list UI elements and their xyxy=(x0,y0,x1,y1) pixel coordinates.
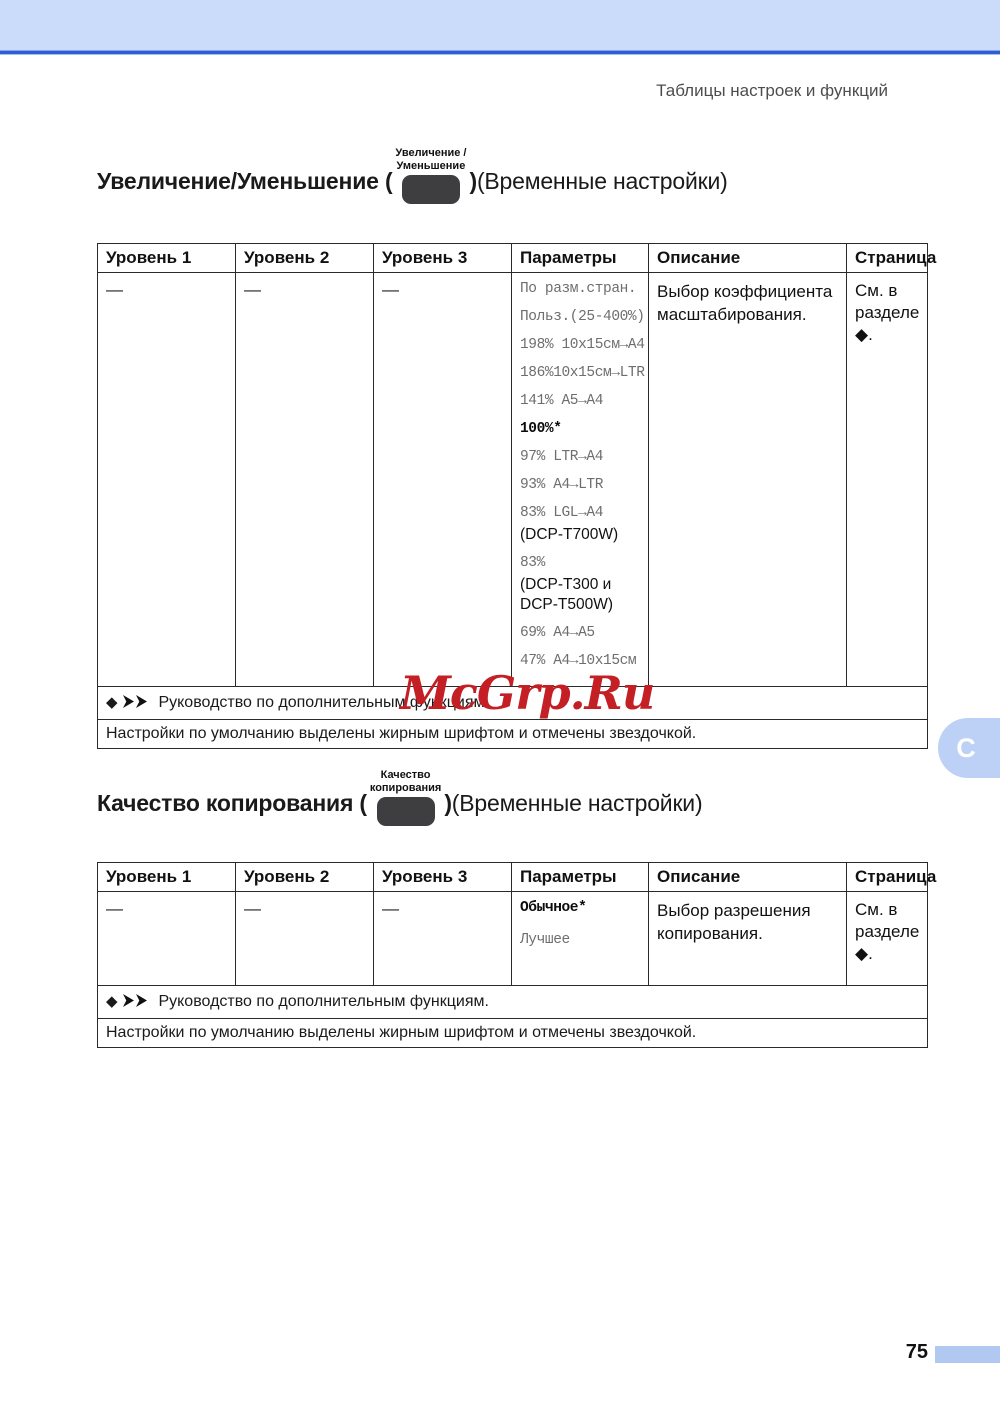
see-guide-arrow-icon xyxy=(136,695,147,708)
col-header-params: Параметры xyxy=(512,863,649,892)
model-note: (DCP-T300 и DCP-T500W) xyxy=(520,576,614,613)
page-ref-cell: См. в разделе ◆. xyxy=(847,273,928,687)
section-title-suffix: (Временные настройки) xyxy=(451,790,703,816)
copy-quality-section-heading xyxy=(97,769,702,826)
param-option: 69% A4→A5 xyxy=(520,625,595,641)
param-option: 141% A5→A4 xyxy=(520,393,604,409)
col-header-level2: Уровень 2 xyxy=(236,244,374,273)
footnote-text: Руководство по дополнительным функциям. xyxy=(158,694,489,711)
chapter-tab xyxy=(938,718,1000,778)
col-header-description: Описание xyxy=(649,244,847,273)
copy-quality-key-button-icon xyxy=(377,797,435,826)
param-option: Лучшее xyxy=(520,932,570,948)
section-title-bold: Увеличение/Уменьшение ( xyxy=(97,168,393,194)
default-note-cell: Настройки по умолчанию выделены жирным шрифтом и отмечены звездочкой. xyxy=(98,1019,928,1048)
col-header-level2: Уровень 2 xyxy=(236,863,374,892)
param-option-default: 100%* xyxy=(520,421,562,437)
section-title-suffix: (Временные настройки) xyxy=(476,168,728,194)
zoom-key-button-icon xyxy=(402,175,460,204)
param-option: 83% LGL→A4 xyxy=(520,505,604,521)
col-header-level3: Уровень 3 xyxy=(374,244,512,273)
level2-cell: — xyxy=(236,892,374,986)
default-note-row xyxy=(98,720,928,749)
top-banner-divider xyxy=(0,50,1000,55)
see-guide-arrow-icon xyxy=(123,994,134,1007)
param-option: 198% 10x15см→A4 xyxy=(520,337,645,353)
level3-cell: — xyxy=(374,273,512,687)
footnote-symbols: ◆ xyxy=(106,993,152,1010)
table-header-row xyxy=(98,863,928,892)
footnote-text: Руководство по дополнительным функциям. xyxy=(158,993,489,1010)
col-header-page: Страница xyxy=(847,244,928,273)
table-header-row xyxy=(98,244,928,273)
param-option: 97% LTR→A4 xyxy=(520,449,604,465)
param-option: 83% xyxy=(520,555,545,571)
params-cell xyxy=(512,892,649,986)
copy-quality-settings-table xyxy=(97,862,937,1048)
key-label: Качество копирования xyxy=(369,769,442,794)
description-cell: Выбор коэффициента масштабирования. xyxy=(649,273,847,687)
see-guide-arrow-icon xyxy=(136,994,147,1007)
footer-bar xyxy=(935,1346,1000,1363)
table-row xyxy=(98,892,928,986)
description-cell: Выбор разрешения копирования. xyxy=(649,892,847,986)
default-note-row xyxy=(98,1019,928,1048)
level2-cell: — xyxy=(236,273,374,687)
col-header-level3: Уровень 3 xyxy=(374,863,512,892)
footnote-symbols: ◆ xyxy=(106,694,152,711)
chapter-tab-letter: C xyxy=(956,732,976,763)
col-header-level1: Уровень 1 xyxy=(98,863,236,892)
col-header-level1: Уровень 1 xyxy=(98,244,236,273)
copy-quality-keycap xyxy=(370,769,441,826)
col-header-params: Параметры xyxy=(512,244,649,273)
page-header-title: Таблицы настроек и функций xyxy=(656,81,888,100)
top-banner xyxy=(0,0,1000,50)
see-guide-arrow-icon xyxy=(123,695,134,708)
zoom-keycap xyxy=(395,147,466,204)
table-row xyxy=(98,273,928,687)
footnote-cell xyxy=(98,986,928,1019)
level1-cell: — xyxy=(98,273,236,687)
col-header-page: Страница xyxy=(847,863,928,892)
page-ref-cell: См. в разделе ◆. xyxy=(847,892,928,986)
zoom-section-heading xyxy=(97,147,728,204)
param-option: 93% A4→LTR xyxy=(520,477,604,493)
footnote-row xyxy=(98,986,928,1019)
param-option-default: Обычное* xyxy=(520,900,587,916)
param-option: 186%10x15см→LTR xyxy=(520,365,645,381)
level3-cell: — xyxy=(374,892,512,986)
default-note-cell: Настройки по умолчанию выделены жирным шрифтом и отмечены звездочкой. xyxy=(98,720,928,749)
model-note: (DCP-T700W) xyxy=(520,526,619,543)
watermark: McGrp.Ru xyxy=(400,666,655,720)
key-label: Увеличение / Уменьшение xyxy=(395,147,467,172)
params-cell xyxy=(512,273,649,687)
section-title-bold: Качество копирования ( xyxy=(97,790,367,816)
param-option: 47% A4→10x15см xyxy=(520,653,637,669)
param-option: Польз.(25-400%) xyxy=(520,309,645,325)
param-option: По разм.стран. xyxy=(520,281,637,297)
section-title-close: ) xyxy=(444,790,452,816)
section-title-close: ) xyxy=(469,168,477,194)
page-number: 75 xyxy=(905,1341,928,1363)
col-header-description: Описание xyxy=(649,863,847,892)
level1-cell: — xyxy=(98,892,236,986)
